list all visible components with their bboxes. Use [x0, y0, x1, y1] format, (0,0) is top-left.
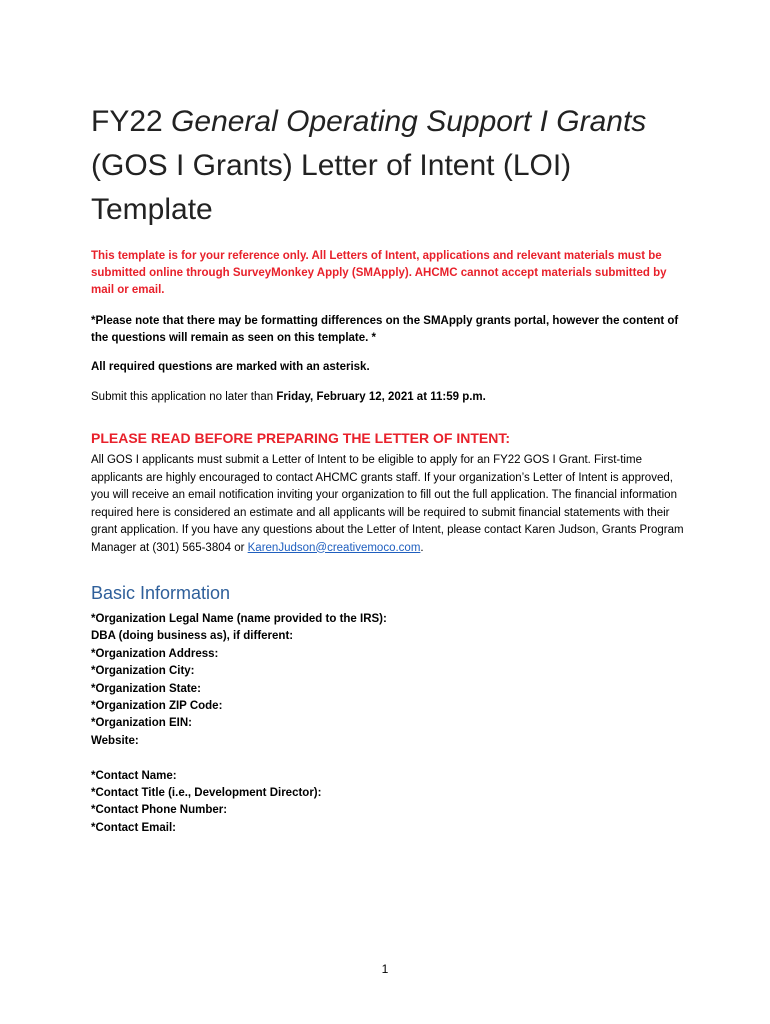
page-number: 1 [381, 962, 389, 976]
formatting-note: *Please note that there may be formatting differences on the SMApply grants portal, however the content of the questions will remain as seen on this template. * [91, 315, 679, 344]
field-contact-email: *Contact Email: [91, 821, 176, 834]
document-title [91, 100, 691, 232]
field-org-zip: *Organization ZIP Code: [91, 700, 223, 713]
field-org-city: *Organization City: [91, 665, 195, 678]
reference-notice: This template is for your reference only. All Letters of Intent, applications and relevant materials must be submitted online through SurveyMonkey Apply (SMApply). AHCMC cannot accept materials submitted by mail or email. [91, 250, 667, 296]
field-website: Website: [91, 734, 139, 747]
field-org-legal-name: *Organization Legal Name (name provided to the IRS): [91, 613, 387, 625]
field-contact-phone: *Contact Phone Number: [91, 804, 228, 817]
basic-information-heading: Basic Information [91, 583, 231, 603]
read-before-text: All GOS I applicants must submit a Letter of Intent to be eligible to apply for an FY22 GOS I Grant. First-time applicants are highly encouraged to contact AHCMC grants staff. If your organization’s Letter of Intent is approved, you will receive an email notification inviting your organization to fill out the full application. The financial information required here is considered an estimate and all applicants will be required to submit financial statements with their grant application. If you have any questions about the Letter of Intent, please contact Karen Judson, Grants Program Manager at (301) 565-3804 or [91, 454, 684, 554]
contact-email-suffix: . [420, 541, 424, 554]
read-before-heading: PLEASE READ BEFORE PREPARING THE LETTER OF INTENT: [91, 430, 510, 446]
field-contact-title: *Contact Title (i.e., Development Director): [91, 787, 322, 800]
deadline-date: Friday, February 12, 2021 at 11:59 p.m. [276, 391, 486, 403]
field-org-state: *Organization State: [91, 682, 201, 695]
read-before-body [91, 452, 691, 557]
field-org-ein: *Organization EIN: [91, 717, 192, 730]
organization-fields [91, 611, 691, 837]
field-contact-name: *Contact Name: [91, 769, 177, 782]
field-org-address: *Organization Address: [91, 647, 219, 660]
page-content [91, 100, 691, 837]
deadline-prefix: Submit this application no later than [91, 391, 277, 403]
deadline-text [91, 389, 691, 406]
title-part-3: (GOS I Grants) Letter of Intent (LOI) Template [91, 149, 572, 226]
title-part-1: FY22 [91, 105, 172, 138]
field-spacer [91, 750, 691, 767]
title-part-italic: General Operating Support I Grants [171, 105, 647, 138]
field-dba: DBA (doing business as), if different: [91, 630, 294, 643]
contact-email-link[interactable]: KarenJudson@creativemoco.com [247, 541, 421, 554]
required-note: All required questions are marked with an asterisk. [91, 361, 370, 373]
